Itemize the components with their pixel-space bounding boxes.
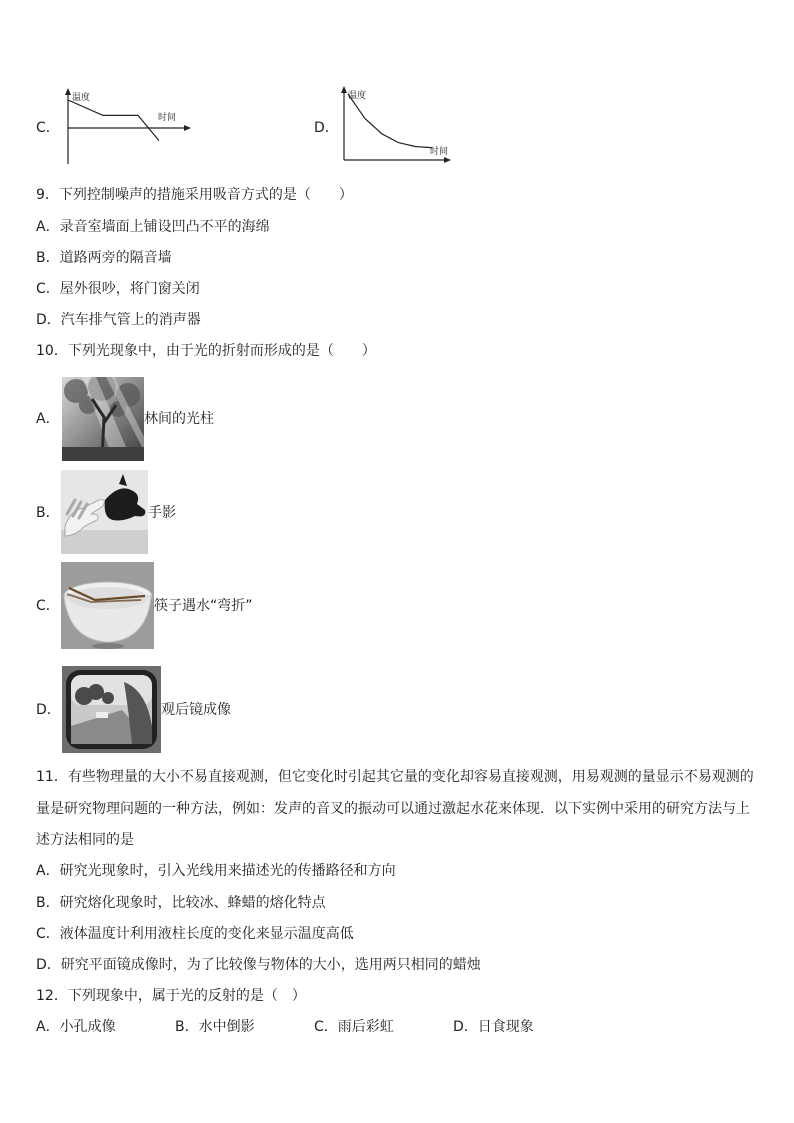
q10-option-b-label: B． (36, 505, 60, 521)
q10-option-a-label: A． (36, 411, 60, 427)
data-line (68, 100, 159, 141)
y-axis-arrow (341, 86, 347, 93)
q10-option-a-text: 林间的光柱 (144, 411, 214, 427)
x-axis-label: 时间 (158, 113, 177, 123)
rear-view-mirror-image (62, 666, 161, 753)
q10-option-c-text: 筷子遇水“弯折” (154, 598, 253, 614)
temperature-time-graph-c (60, 86, 200, 166)
chopsticks-in-bowl-image (61, 562, 154, 649)
option-c-label: C． (36, 120, 60, 136)
q12-stem: 12．下列现象中，属于光的反射的是（ ） (36, 988, 306, 1004)
q9-option-c: C．屋外很吵，将门窗关闭 (36, 281, 200, 297)
q11-option-c: C．液体温度计利用液柱长度的变化来显示温度高低 (36, 926, 354, 942)
q12-option-a: A．小孔成像 (36, 1019, 116, 1035)
data-line (348, 94, 432, 148)
q11-stem-line-2: 量是研究物理问题的一种方法，例如：发声的音叉的振动可以通过激起水花来体现．以下实例中采用的研究方法与上 (36, 801, 750, 817)
q11-option-b: B．研究熔化现象时，比较冰、蜂蜡的熔化特点 (36, 895, 326, 911)
q10-option-c-label: C． (36, 598, 60, 614)
y-axis-arrow (65, 88, 71, 95)
hand-shadow-image (61, 470, 148, 554)
q10-option-d-label: D． (36, 702, 61, 718)
q11-option-d: D．研究平面镜成像时，为了比较像与物体的大小，选用两只相同的蜡烛 (36, 957, 481, 973)
temperature-time-graph-d (336, 84, 456, 168)
y-axis-label: 温度 (72, 93, 91, 103)
q10-stem: 10．下列光现象中，由于光的折射而形成的是（ ） (36, 343, 376, 359)
option-d-label: D． (314, 120, 339, 136)
q11-stem-line-1: 11．有些物理量的大小不易直接观测，但它变化时引起其它量的变化却容易直接观测，用易观测的量显示不易观测的 (36, 769, 754, 785)
x-axis-arrow (444, 157, 451, 163)
q9-stem: 9．下列控制噪声的措施采用吸音方式的是（ ） (36, 187, 353, 203)
q11-option-a: A．研究光现象时，引入光线用来描述光的传播路径和方向 (36, 863, 396, 879)
q12-option-b: B．水中倒影 (175, 1019, 255, 1035)
q10-option-b-text: 手影 (148, 505, 176, 521)
q12-option-d: D．日食现象 (453, 1019, 534, 1035)
q12-option-c: C．雨后彩虹 (314, 1019, 394, 1035)
q9-option-b: B．道路两旁的隔音墙 (36, 250, 172, 266)
y-axis-label: 温度 (348, 91, 367, 101)
x-axis-label: 时间 (430, 147, 449, 157)
q9-option-a: A．录音室墙面上铺设凹凸不平的海绵 (36, 219, 270, 235)
x-axis-arrow (184, 125, 191, 131)
q9-option-d: D．汽车排气管上的消声器 (36, 312, 201, 328)
q11-stem-line-3: 述方法相同的是 (36, 832, 134, 848)
forest-light-beams-image (62, 377, 144, 461)
q10-option-d-text: 观后镜成像 (161, 702, 231, 718)
